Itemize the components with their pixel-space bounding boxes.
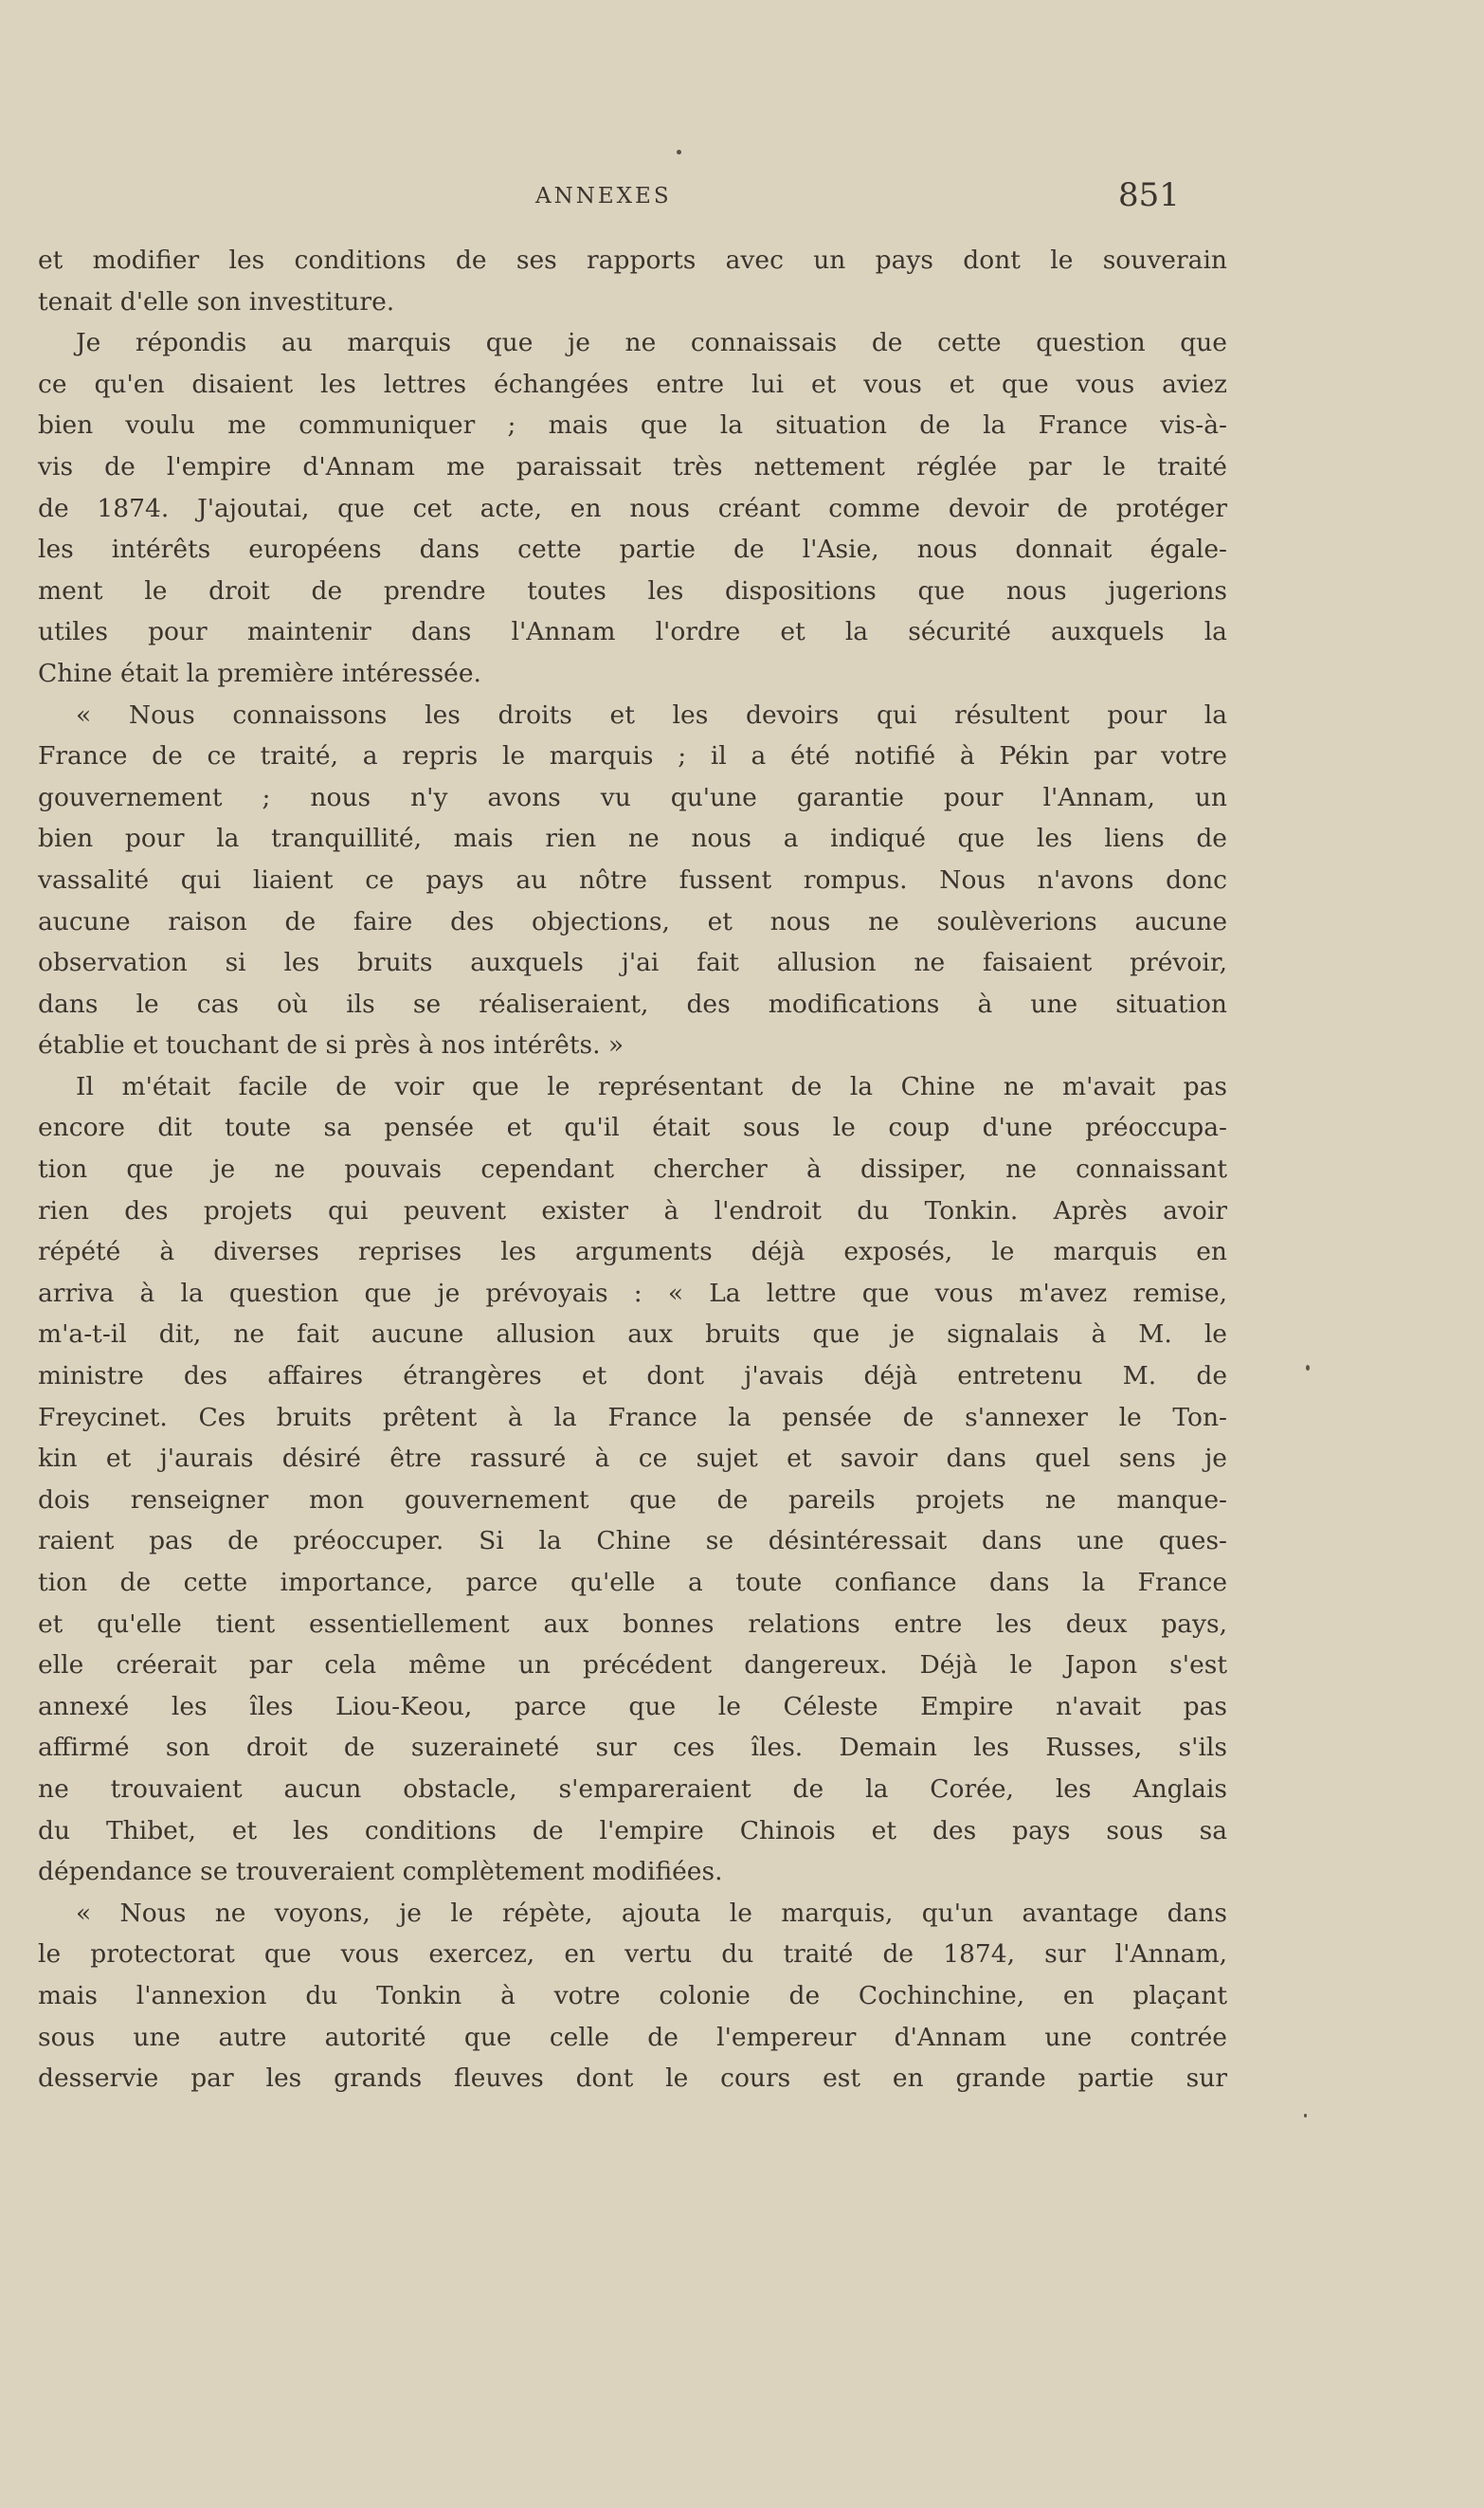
text-line: de 1874. J'ajoutai, que cet acte, en nous créant comme devoir de protéger	[38, 493, 1227, 523]
text-line: dépendance se trouveraient complètement modifiées.	[38, 1857, 723, 1887]
text-line: le protectorat que vous exercez, en vertu du traité de 1874, sur l'Annam,	[38, 1939, 1227, 1970]
text-line: ministre des affaires étrangères et dont j'avais déjà entretenu M. de	[38, 1361, 1227, 1391]
text-line: bien pour la tranquillité, mais rien ne nous a indiqué que les liens de	[38, 824, 1227, 854]
text-line: rien des projets qui peuvent exister à l'endroit du Tonkin. Après avoir	[38, 1195, 1227, 1226]
paper-speck	[677, 150, 681, 154]
text-line: établie et touchant de si près à nos intérêts. »	[38, 1030, 624, 1061]
text-line: Freycinet. Ces bruits prêtent à la France la pensée de s'annexer le Ton-	[38, 1402, 1227, 1432]
text-line: « Nous ne voyons, je le répète, ajouta le marquis, qu'un avantage dans	[76, 1898, 1227, 1928]
paper-speck	[1306, 1365, 1310, 1371]
text-line: et modifier les conditions de ses rapports avec un pays dont le souverain	[38, 245, 1227, 275]
text-line: tion de cette importance, parce qu'elle a toute confiance dans la France	[38, 1568, 1227, 1597]
running-head-title: ANNEXES	[535, 184, 672, 209]
page-number: 851	[1118, 176, 1180, 214]
text-line: desservie par les grands fleuves dont le cours est en grande partie sur	[38, 2063, 1227, 2094]
text-line: Il m'était facile de voir que le représentant de la Chine ne m'avait pas	[76, 1071, 1227, 1101]
text-line: tion que je ne pouvais cependant chercher à dissiper, ne connaissant	[38, 1154, 1227, 1185]
running-head	[38, 176, 1180, 214]
text-line: raient pas de préoccuper. Si la Chine se désintéressait dans une ques-	[38, 1526, 1227, 1556]
text-line: ce qu'en disaient les lettres échangées entre lui et vous et que vous aviez	[38, 369, 1227, 399]
body-text	[38, 240, 1227, 2099]
text-line: ne trouvaient aucun obstacle, s'empareraient de la Corée, les Anglais	[38, 1773, 1227, 1804]
text-line: du Thibet, et les conditions de l'empire Chinois et des pays sous sa	[38, 1815, 1227, 1845]
text-line: Chine était la première intéressée.	[38, 658, 481, 688]
text-line: Je répondis au marquis que je ne connaissais de cette question que	[76, 328, 1227, 358]
text-line: bien voulu me communiquer ; mais que la situation de la France vis-à-	[38, 410, 1227, 441]
text-line: mais l'annexion du Tonkin à votre colonie de Cochinchine, en plaçant	[38, 1980, 1227, 2010]
text-line: dans le cas où ils se réaliseraient, des modifications à une situation	[38, 989, 1227, 1019]
text-line: encore dit toute sa pensée et qu'il était sous le coup d'une préoccupa-	[38, 1113, 1227, 1143]
text-line: vis de l'empire d'Annam me paraissait très nettement réglée par le traité	[38, 451, 1227, 482]
text-line: France de ce traité, a repris le marquis ; il a été notifié à Pékin par votre	[38, 741, 1227, 772]
text-line: observation si les bruits auxquels j'ai fait allusion ne faisaient prévoir,	[38, 948, 1227, 978]
text-line: arriva à la question que je prévoyais : « La lettre que vous m'avez remise,	[38, 1278, 1227, 1308]
text-line: les intérêts européens dans cette partie de l'Asie, nous donnait égale-	[38, 535, 1227, 565]
text-line: tenait d'elle son investiture.	[38, 286, 395, 317]
text-line: aucune raison de faire des objections, et nous ne soulèverions aucune	[38, 906, 1227, 936]
text-line: m'a-t-il dit, ne fait aucune allusion aux bruits que je signalais à M. le	[38, 1319, 1227, 1350]
text-line: utiles pour maintenir dans l'Annam l'ordre et la sécurité auxquels la	[38, 617, 1227, 647]
paper-speck	[1304, 2114, 1307, 2117]
text-line: et qu'elle tient essentiellement aux bonnes relations entre les deux pays,	[38, 1608, 1227, 1639]
text-line: affirmé son droit de suzeraineté sur ces îles. Demain les Russes, s'ils	[38, 1733, 1227, 1763]
text-line: elle créerait par cela même un précédent dangereux. Déjà le Japon s'est	[38, 1650, 1227, 1681]
text-line: kin et j'aurais désiré être rassuré à ce sujet et savoir dans quel sens je	[38, 1444, 1227, 1474]
text-line: ment le droit de prendre toutes les dispositions que nous jugerions	[38, 575, 1227, 606]
text-line: annexé les îles Liou-Keou, parce que le Céleste Empire n'avait pas	[38, 1691, 1227, 1721]
text-line: répété à diverses reprises les arguments déjà exposés, le marquis en	[38, 1237, 1227, 1267]
text-line: sous une autre autorité que celle de l'empereur d'Annam une contrée	[38, 2022, 1227, 2052]
text-line: « Nous connaissons les droits et les devoirs qui résultent pour la	[76, 700, 1227, 730]
text-line: vassalité qui liaient ce pays au nôtre fussent rompus. Nous n'avons donc	[38, 864, 1227, 895]
text-line: dois renseigner mon gouvernement que de pareils projets ne manque-	[38, 1484, 1227, 1515]
text-line: gouvernement ; nous n'y avons vu qu'une garantie pour l'Annam, un	[38, 782, 1227, 812]
